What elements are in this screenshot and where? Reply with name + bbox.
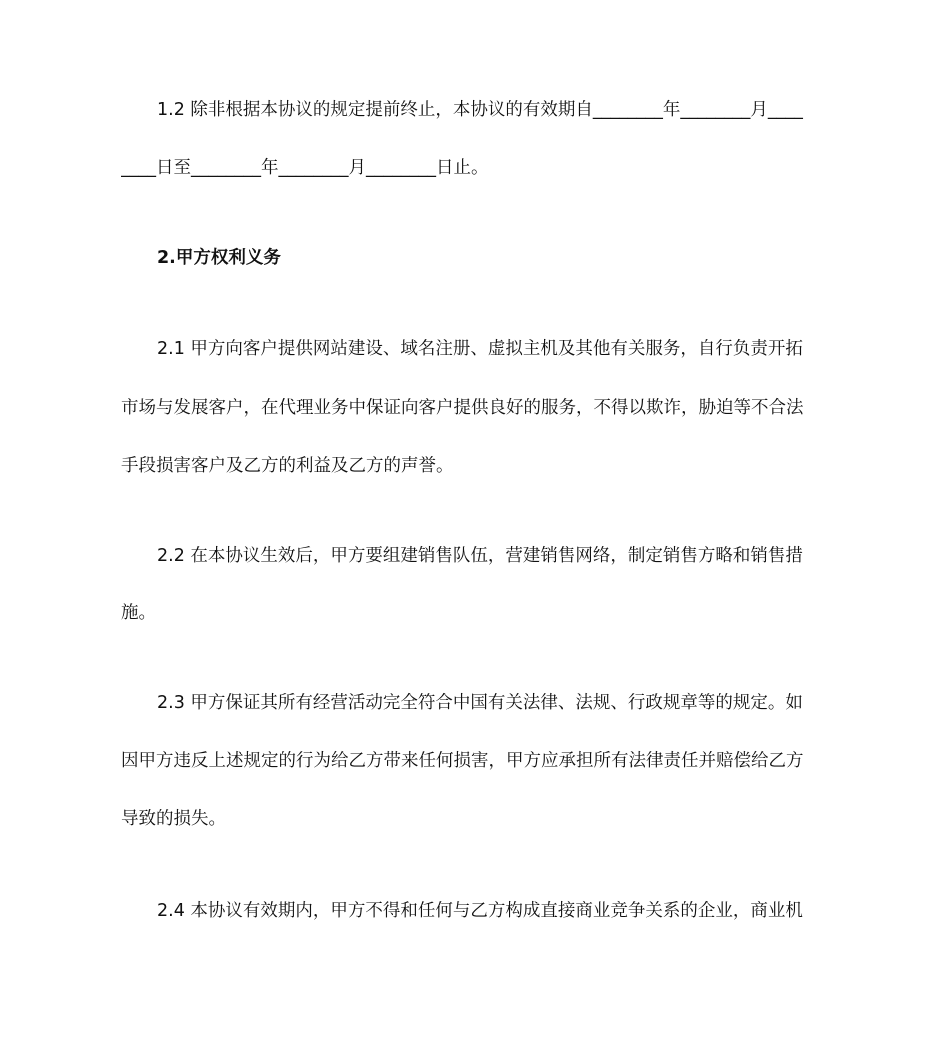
clause-2-2-line-2: 施。: [121, 603, 156, 623]
clause-2-3-line-1: 2.3 甲方保证其所有经营活动完全符合中国有关法律、法规、行政规章等的规定。如: [157, 693, 803, 713]
clause-2-1-line-2: 市场与发展客户，在代理业务中保证向客户提供良好的服务，不得以欺诈，胁迫等不合法: [121, 398, 804, 418]
clause-2-4-line-1: 2.4 本协议有效期内，甲方不得和任何与乙方构成直接商业竞争关系的企业，商业机: [157, 901, 803, 921]
section-heading-2: 2.甲方权利义务: [157, 248, 281, 268]
clause-1-2-line-1: 1.2 除非根据本协议的规定提前终止，本协议的有效期自________年________月____: [157, 100, 803, 120]
clause-2-3-line-2: 因甲方违反上述规定的行为给乙方带来任何损害，甲方应承担所有法律责任并赔偿给乙方: [121, 751, 804, 771]
clause-2-1-line-3: 手段损害客户及乙方的利益及乙方的声誉。: [121, 456, 454, 476]
clause-2-2-line-1: 2.2 在本协议生效后，甲方要组建销售队伍，营建销售网络，制定销售方略和销售措: [157, 546, 803, 566]
clause-2-3-line-3: 导致的损失。: [121, 809, 226, 829]
clause-1-2-line-2: ____日至________年________月________日止。: [121, 158, 489, 178]
clause-2-1-line-1: 2.1 甲方向客户提供网站建设、域名注册、虚拟主机及其他有关服务，自行负责开拓: [157, 339, 803, 359]
